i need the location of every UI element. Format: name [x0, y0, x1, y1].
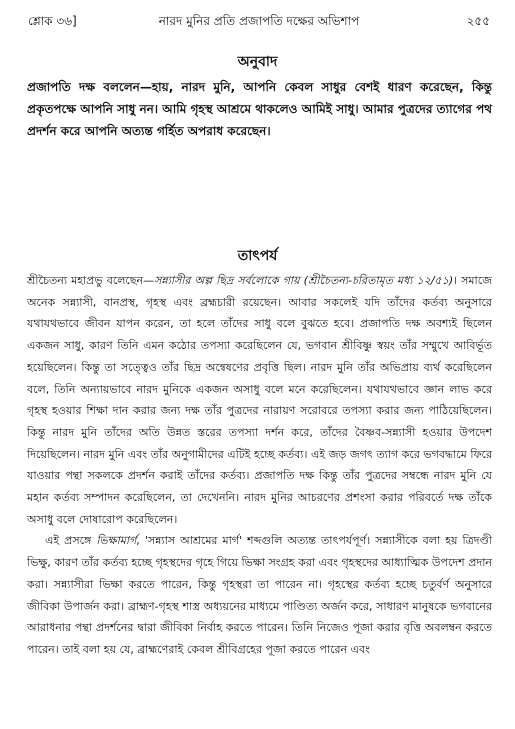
purport-paragraph-lead: এই প্রসঙ্গে — [45, 534, 97, 548]
purport-intro-text: শ্রীচৈতন্য মহাপ্রভু বলেছেন— — [27, 274, 155, 287]
translation-text: প্রজাপতি দক্ষ বললেন—হায়, নারদ মুনি, আপনি কেবল সাধুর বেশই ধারণ করেছেন, কিন্তু প্রকৃতপক্ষে আপনি সাধু নন। আমি গৃহস্থ আশ্রমে থাকলেও আমিই সাধু। আমার পুত্রদের ত্যাগের পথ প্রদর্শন করে আপনি অত্যন্ত গর্হিত অপরাধ করেছেন। — [27, 80, 492, 138]
sanskrit-term: ভিক্ষামার্গ — [96, 534, 137, 548]
chapter-title: নারদ মুনির প্রতি প্রজাপতি দক্ষের অভিশাপ — [158, 14, 360, 28]
purport-paragraph — [27, 270, 492, 530]
page-number: ২৫৫ — [466, 14, 490, 28]
scripture-quote: সন্ন্যাসীর অল্প ছিদ্র সর্বলোকে গায় (শ্রীচৈতন্য-চরিতামৃত মধ্য ১২/৫১) — [154, 274, 454, 287]
translation-heading: অনুবাদ — [237, 54, 278, 70]
purport-body — [27, 270, 492, 661]
purport-heading: তাৎপর্য — [237, 248, 278, 264]
verse-reference: শ্লোক ৩৬] — [28, 14, 77, 28]
purport-paragraph-text: । সমাজে অনেক সন্ন্যাসী, বানপ্রস্থ, গৃহস্থ এবং ব্রহ্মচারী রয়েছেন। আবার সকলেই যদি তাঁদের কর্তব্য অনুসারে যথাযথভাবে জীবন যাপন করেন, তা হলে তাঁদের সাধু বলে বুঝতে হবে। প্রজাপতি দক্ষ অবশ্যই ছিলেন একজন সাধু, কারণ তিনি এমন কঠোর তপস্যা করেছিলেন যে, ভগবান শ্রীবিষ্ণু স্বয়ং তাঁর সম্মুখে আবির্ভূত হয়েছিলেন। কিন্তু তা সত্ত্বেও তাঁর ছিদ্র অন্বেষণের প্রবৃত্তি ছিল। নারদ মুনি তাঁর অভিপ্রায় ব্যর্থ করেছিলেন বলে, তিনি অন্যায়ভাবে নারদ মুনিকে একজন অসাধু বলে মনে করেছিলেন। যথাযথভাবে জ্ঞান লাভ করে গৃহস্থ হওয়ার শিক্ষা দান করার জন্য দক্ষ তাঁর পুত্রদের নারায়ণ সরোবরে তপস্যা করার জন্য পাঠিয়েছিলেন। কিন্তু নারদ মুনি তাঁদের অতি উন্নত স্তরের তপস্যা দর্শন করে, তাঁদের বৈষ্ণব-সন্ন্যাসী হওয়ার উপদেশ দিয়েছিলেন। নারদ মুনি এবং তাঁর অনুগামীদের এটিই হচ্ছে কর্তব্য। এই জড় জগৎ ত্যাগ করে ভগবদ্ধামে ফিরে যাওয়ার পন্থা সকলকে প্রদর্শন করাই তাঁদের কর্তব্য। প্রজাপতি দক্ষ কিন্তু তাঁর পুত্রদের সম্বন্ধে নারদ মুনি যে মহান কর্তব্য সম্পাদন করেছিলেন, তা দেখেননি। নারদ মুনির আচরণের প্রশংসা করার পরিবর্তে দক্ষ তাঁকে অসাধু বলে দোষারোপ করেছিলেন। — [27, 274, 492, 526]
purport-paragraph — [27, 530, 492, 660]
running-header — [28, 10, 490, 32]
purport-paragraph-text: , 'সন্ন্যাস আশ্রমের মার্গ' শব্দগুলি অত্যন্ত তাৎপর্যপূর্ণ। সন্ন্যাসীকে বলা হয় ত্রিদণ্ডী ভিক্ষু, কারণ তাঁর কর্তব্য হচ্ছে গৃহস্থদের গৃহে গিয়ে ভিক্ষা সংগ্রহ করা এবং গৃহস্থদের আধ্যাত্মিক উপদেশ প্রদান করা। সন্ন্যাসীরা ভিক্ষা করতে পারেন, কিন্তু গৃহস্থরা তা পারেন না। গৃহস্থের কর্তব্য হচ্ছে চতুর্বর্ণ অনুসারে জীবিকা উপার্জন করা। ব্রাহ্মণ-গৃহস্থ শাস্ত্র অধ্যয়নের মাধ্যমে পাণ্ডিত্য অর্জন করে, সাধারণ মানুষকে ভগবানের আরাধনার পন্থা প্রদর্শনের দ্বারা জীবিকা নির্বাহ করতে পারেন। তিনি নিজেও পূজা করার বৃত্তি অবলম্বন করতে পারেন। তাই বলা হয় যে, ব্রাহ্মণেরাই কেবল শ্রীবিগ্রহের পূজা করতে পারেন এবং — [27, 534, 492, 656]
